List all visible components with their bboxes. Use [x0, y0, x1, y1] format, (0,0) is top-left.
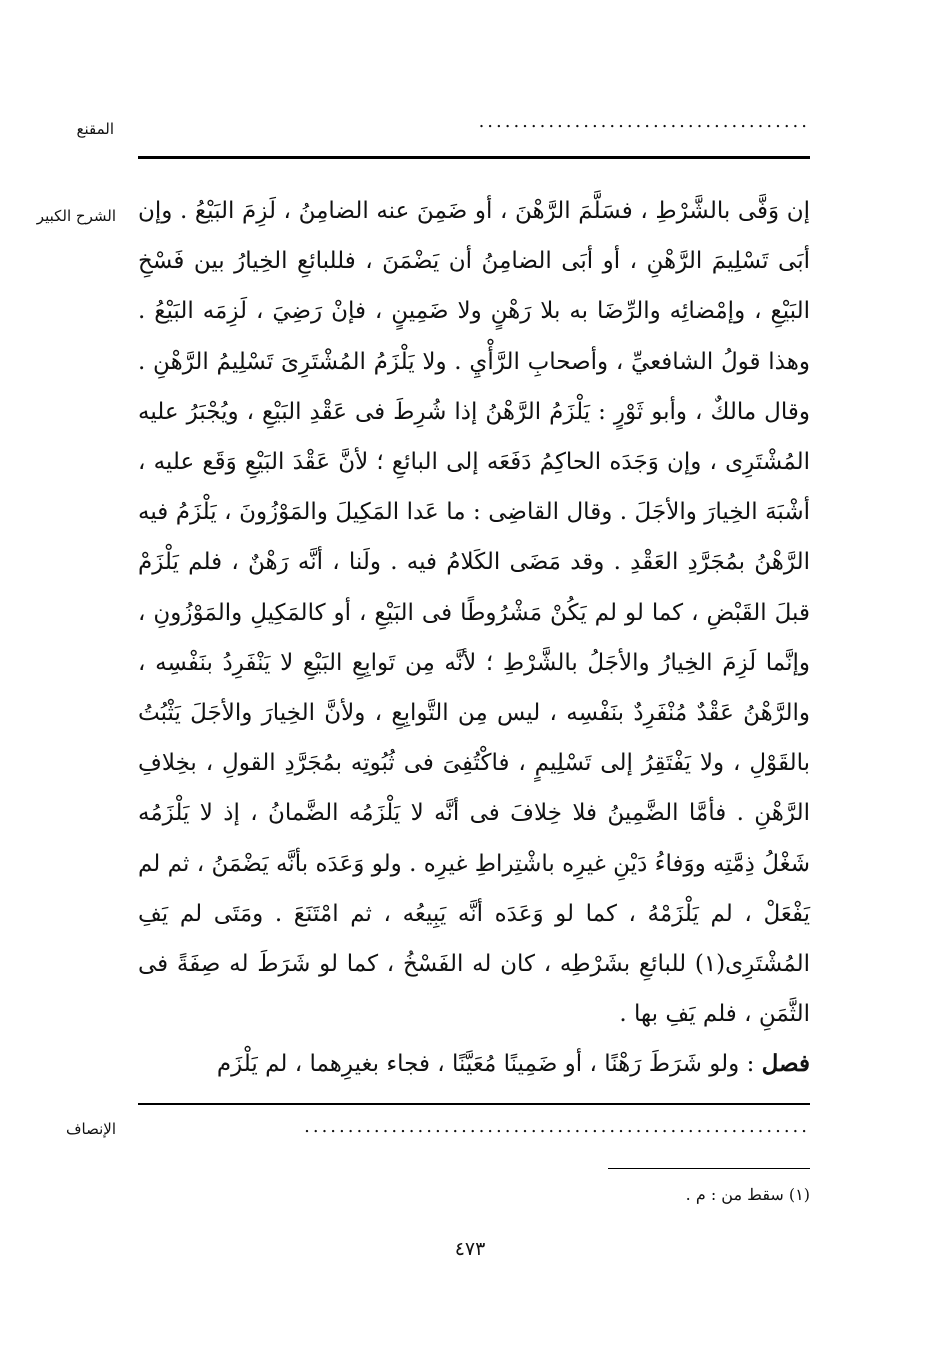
- footer-label: الإنصاف: [65, 1120, 116, 1138]
- body-rule: [138, 1103, 810, 1105]
- footnote-rule: [608, 1168, 810, 1169]
- header-label: المقنع: [76, 120, 114, 138]
- page-number: ٤٧٣: [454, 1238, 486, 1260]
- fasl-heading: فصل: [761, 1050, 810, 1078]
- footnote: (١) سقط من : م .: [685, 1185, 810, 1204]
- margin-label: الشرح الكبير: [36, 207, 116, 225]
- fasl-paragraph: [138, 1039, 810, 1089]
- fasl-text: : ولو شَرَطَ رَهْنًا ، أو ضَمِينًا مُعَيَّنًا ، فجاء بغيرِهما ، لم يَلْزَم: [216, 1051, 755, 1078]
- main-text: [138, 186, 810, 1090]
- header-rule: [138, 156, 810, 159]
- header-dots: ......................................: [478, 111, 810, 132]
- body-paragraph: إن وَفَّى بالشَّرْطِ ، فسَلَّمَ الرَّهْنَ ، أو ضَمِنَ عنه الضامِنُ ، لَزِمَ البَيْعُ . وإن أبَى تَسْلِيمَ الرَّهْنِ ، أو أبَى الضامِنُ أن يَضْمَنَ ، فللبائعِ الخِيارُ بين فَسْخِ البَيْعِ ، وإمْضائِه والرِّضَا به بلا رَهْنٍ ولا ضَمِينٍ ، فإنْ رَضِيَ ، لَزِمَه البَيْعُ . وهذا قولُ الشافعيِّ ، وأصحابِ الرَّأْيِ . ولا يَلْزَمُ المُشْتَرِىَ تَسْلِيمُ الرَّهْنِ . وقال مالكٌ ، وأبو ثَوْرٍ : يَلْزَمُ الرَّهْنُ إذا شُرِطَ فى عَقْدِ البَيْعِ ، ويُجْبَرُ عليه المُشْتَرِى ، وإن وَجَدَه الحاكِمُ دَفَعَه إلى البائعِ ؛ لأنَّ عَقْدَ البَيْعِ وَقَع عليه ، أشْبَهَ الخِيارَ والأجَلَ . وقال القاضِى : ما عَدا المَكِيلَ والمَوْزُونَ ، يَلْزَمُ فيه الرَّهْنُ بمُجَرَّدِ العَقْدِ . وقد مَضَى الكَلامُ فيه . ولَنا ، أنَّه رَهْنٌ ، فلم يَلْزَمْ قبلَ القَبْضِ ، كما لو لم يَكُنْ مَشْرُوطًا فى البَيْعِ ، أو كالمَكِيلِ والمَوْزُونِ ، وإنَّما لَزِمَ الخِيارُ والأجَلُ بالشَّرْطِ ؛ لأنَّه مِن تَوابِعِ البَيْعِ لا يَنْفَرِدُ بنَفْسِه ، والرَّهْنُ عَقْدٌ مُنْفَرِدٌ بنَفْسِه ، ليس مِن التَّوابِعِ ، ولأنَّ الخِيارَ والأجَلَ يَثْبُتُ بالقَوْلِ ، ولا يَفْتَقِرُ إلى تَسْلِيمٍ ، فاكْتُفِىَ فى ثُبُوتِه بمُجَرَّدِ القولِ ، بخِلافِ الرَّهْنِ . فأمَّا الضَّمِينُ فلا خِلافَ فى أنَّه لا يَلْزَمُه الضَّمانُ ، إذ لا يَلْزَمُه شَغْلُ ذِمَّتِه ووَفاءُ دَيْنِ غيرِه باشْتِراطِ غيرِه . ولو وَعَدَه بأنَّه يَضْمَنُ ، ثم لم يَفْعَلْ ، لم يَلْزَمْهُ ، كما لو وَعَدَه أنَّه يَبِيعُه ، ثم امْتَنَعَ . ومَتَى لم يَفِ المُشْتَرِى(١) للبائعِ بشَرْطِه ، كان له الفَسْخُ ، كما لو شَرَطَ له صِفَةً فى الثَّمَنِ ، فلم يَفِ بها .: [138, 198, 810, 1028]
- footer-dots: ..........................................................: [304, 1116, 810, 1137]
